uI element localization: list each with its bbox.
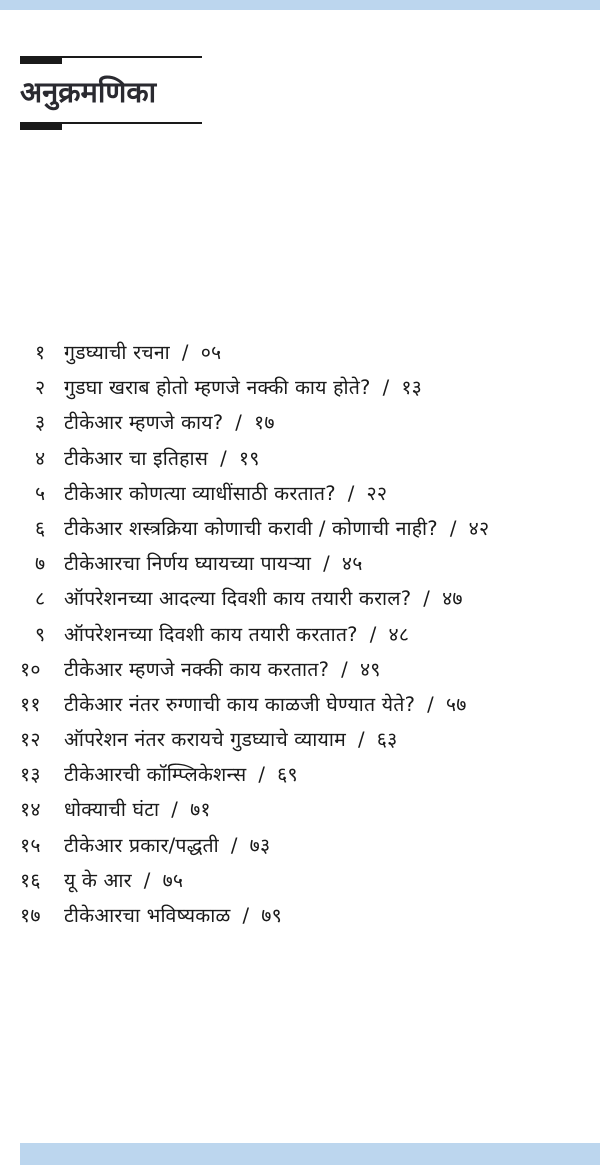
toc-entry-number: ६ (35, 516, 46, 540)
toc-entry-number: ३ (35, 411, 46, 435)
toc-entry-page-number: १३ (401, 376, 423, 400)
bottom-decorative-band (20, 1143, 600, 1165)
toc-entry-separator: / (323, 552, 330, 576)
toc-entry-page-number: ४७ (442, 587, 463, 611)
toc-entry-separator: / (143, 868, 151, 892)
top-decorative-band (0, 0, 600, 10)
toc-entry-title: टीकेआर शस्त्रक्रिया कोणाची करावी / कोणाची नाही? (64, 516, 438, 540)
toc-entry-number: १७ (20, 904, 41, 927)
toc-entry-title: टीकेआर चा इतिहास (64, 446, 209, 470)
toc-entry (20, 338, 595, 373)
toc-entry-page-number: ६९ (277, 763, 298, 787)
toc-entry-title: ऑपरेशन नंतर करायचे गुडघ्याचे व्यायाम (64, 728, 346, 752)
toc-entry (20, 620, 595, 655)
toc-entry-number: ७ (35, 552, 46, 576)
toc-entry-number: ८ (35, 587, 46, 611)
toc-entry-number: ५ (35, 481, 46, 505)
toc-entry-page-number: १९ (238, 446, 260, 470)
toc-entry (20, 831, 595, 866)
toc-entry-page-number: ४२ (468, 516, 490, 540)
toc-entry-separator: / (235, 411, 243, 435)
toc-entry-page-number: ७१ (190, 798, 211, 822)
toc-entry-page-number: ४५ (341, 552, 363, 576)
toc-entry-separator: / (369, 622, 377, 646)
toc-entry (20, 444, 595, 479)
toc-entry-page-number: १७ (254, 411, 275, 435)
toc-entry (20, 479, 595, 514)
table-of-contents (20, 338, 595, 936)
toc-entry-page-number: ७५ (162, 868, 184, 892)
toc-entry-title: टीकेआरचा भविष्यकाळ (64, 904, 231, 927)
toc-entry-number: १६ (20, 868, 41, 892)
toc-entry-title: धोक्याची घंटा (64, 798, 160, 822)
toc-entry-separator: / (242, 904, 250, 927)
toc-entry (20, 655, 595, 690)
toc-entry-separator: / (258, 763, 266, 787)
toc-entry (20, 549, 595, 584)
toc-entry (20, 760, 595, 795)
toc-entry-page-number: २२ (366, 481, 388, 505)
heading-block (20, 56, 202, 124)
toc-entry-separator: / (220, 446, 227, 470)
toc-entry-title: टीकेआर म्हणजे काय? (64, 411, 224, 435)
toc-entry-number: १२ (20, 728, 41, 752)
toc-entry-separator: / (171, 798, 179, 822)
toc-entry-title: टीकेआर कोणत्या व्याधींसाठी करतात? (64, 481, 336, 505)
toc-entry (20, 866, 595, 901)
toc-entry (20, 514, 595, 549)
toc-entry-page-number: ४८ (388, 622, 410, 646)
toc-entry (20, 584, 595, 619)
toc-entry-number: १५ (20, 833, 41, 857)
toc-entry-title: गुडघा खराब होतो म्हणजे नक्की काय होते? (64, 376, 371, 400)
toc-entry-separator: / (427, 692, 434, 716)
toc-entry-page-number: ६३ (376, 728, 398, 752)
toc-entry-title: टीकेआरचा निर्णय घ्यायच्या पायऱ्या (64, 552, 312, 576)
toc-entry-separator: / (341, 657, 348, 681)
toc-entry-title: टीकेआरची कॉम्प्लिकेशन्स (64, 763, 247, 787)
heading-rule-bottom (20, 122, 202, 124)
toc-entry-title: ऑपरेशनच्या दिवशी काय तयारी करतात? (64, 622, 358, 646)
toc-entry-title: टीकेआर प्रकार/पद्धती (64, 833, 219, 857)
toc-entry-number: १० (20, 657, 41, 681)
toc-entry (20, 690, 595, 725)
page-title: अनुक्रमणिका (20, 75, 157, 109)
toc-entry-title: गुडघ्याची रचना (64, 341, 170, 364)
toc-entry-page-number: ४९ (359, 657, 381, 681)
toc-entry (20, 725, 595, 760)
toc-entry-title: ऑपरेशनच्या आदल्या दिवशी काय तयारी कराल? (64, 587, 412, 611)
toc-entry-number: ९ (35, 622, 46, 646)
toc-entry-number: ११ (20, 692, 41, 716)
toc-entry-page-number: ७३ (249, 833, 271, 857)
toc-entry-separator: / (357, 728, 365, 752)
toc-entry-separator: / (449, 516, 457, 540)
toc-entry-title: टीकेआर नंतर रुग्णाची काय काळजी घेण्यात येते? (64, 692, 416, 716)
toc-entry-separator: / (423, 587, 431, 611)
toc-entry-separator: / (181, 341, 189, 364)
toc-entry (20, 795, 595, 830)
toc-entry-number: २ (35, 376, 46, 400)
toc-entry-separator: / (347, 481, 355, 505)
toc-entry-number: ४ (35, 446, 46, 470)
toc-entry-number: १३ (20, 763, 41, 787)
toc-entry-page-number: ५७ (445, 692, 467, 716)
toc-entry-title: यू के आर (64, 868, 132, 892)
toc-entry-page-number: ०५ (200, 341, 222, 364)
toc-entry (20, 373, 595, 408)
toc-entry-separator: / (230, 833, 238, 857)
toc-entry-page-number: ७९ (261, 904, 282, 927)
toc-entry-number: १४ (20, 798, 41, 822)
toc-entry-title: टीकेआर म्हणजे नक्की काय करतात? (64, 657, 330, 681)
heading-rule-top (20, 56, 202, 58)
toc-entry-separator: / (382, 376, 390, 400)
toc-entry (20, 901, 595, 936)
toc-entry-number: १ (35, 341, 46, 364)
toc-entry (20, 408, 595, 443)
